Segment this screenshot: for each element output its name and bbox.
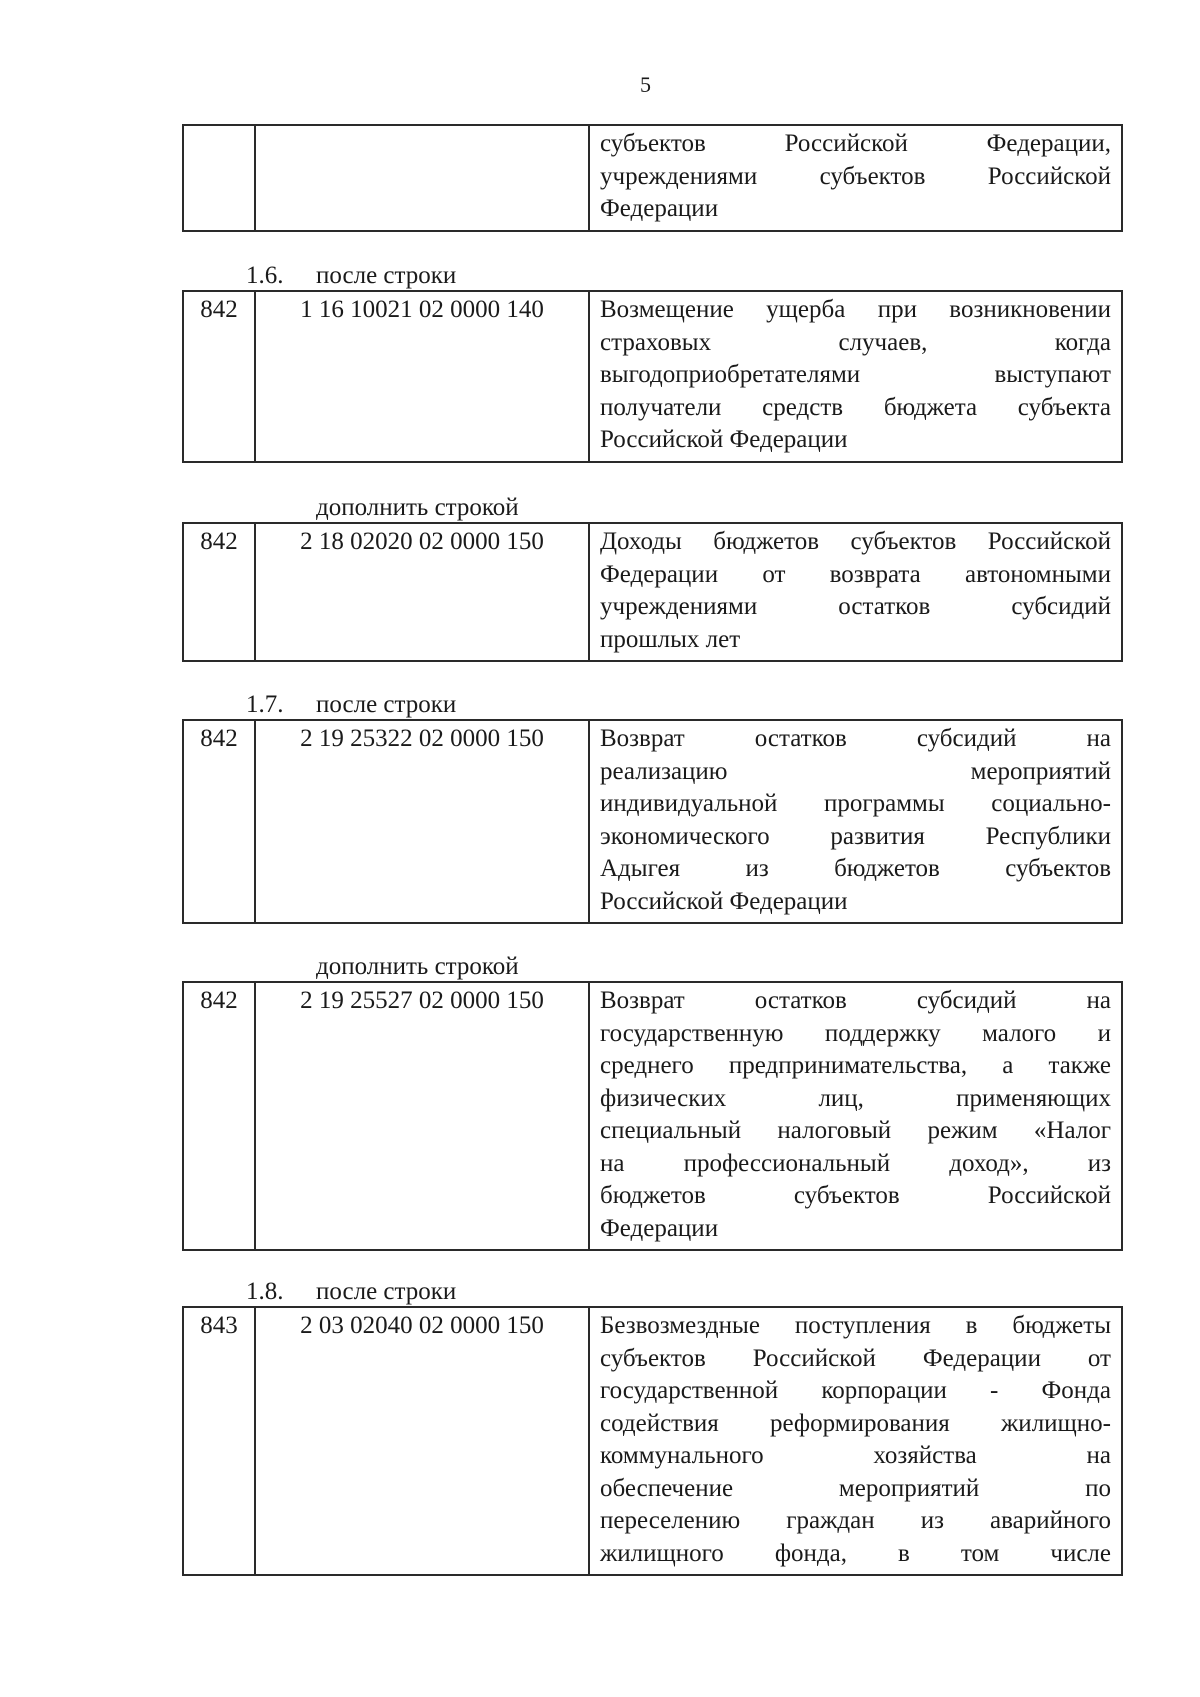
code-cell: 843 xyxy=(183,1307,255,1575)
description-line: обеспечение мероприятий по xyxy=(600,1474,1111,1502)
code-cell: 842 xyxy=(183,720,255,923)
description-line: содействия реформирования жилищно- xyxy=(600,1409,1111,1437)
description-cell xyxy=(589,720,1122,923)
description-line: получатели средств бюджета субъекта xyxy=(600,393,1111,421)
table-row xyxy=(183,523,1122,661)
section-number: 1.8. xyxy=(246,1278,284,1305)
description-line: индивидуальной программы социально- xyxy=(600,790,1111,817)
code-cell: 842 xyxy=(183,523,255,661)
description-line: Возврат остатков субсидий на xyxy=(600,987,1111,1014)
description-line: Возврат остатков субсидий на xyxy=(600,725,1111,752)
kbk-cell: 1 16 10021 02 0000 140 xyxy=(255,291,589,462)
continuation-table xyxy=(182,124,1123,232)
table-row xyxy=(183,982,1122,1250)
section-label xyxy=(316,953,519,981)
description-line: Российской Федерации xyxy=(600,426,848,453)
description-line: среднего предпринимательства, а также xyxy=(600,1052,1111,1079)
description-line: бюджетов субъектов Российской xyxy=(600,1182,1111,1209)
kbk-cell: 2 18 02020 02 0000 150 xyxy=(255,523,589,661)
description-line: на профессиональный доход», из xyxy=(600,1149,1111,1177)
entry-table xyxy=(182,1306,1123,1576)
table-row xyxy=(183,720,1122,923)
table-row xyxy=(183,125,1122,231)
page-number: 5 xyxy=(640,72,651,97)
entry-table xyxy=(182,290,1123,463)
section-number: 1.6. xyxy=(246,262,284,289)
section-label xyxy=(246,262,456,290)
section-instruction: дополнить строкой xyxy=(316,494,519,521)
description-line: физических лиц, применяющих xyxy=(600,1084,1111,1112)
description-line: переселению граждан из аварийного xyxy=(600,1507,1111,1534)
description-line: специальный налоговый режим «Налог xyxy=(600,1117,1111,1144)
table-row xyxy=(183,1307,1122,1575)
description-line: Возмещение ущерба при возникновении xyxy=(600,296,1111,323)
description-line: жилищного фонда, в том числе xyxy=(600,1539,1111,1567)
description-cell xyxy=(589,1307,1122,1575)
section-instruction: дополнить строкой xyxy=(316,953,519,980)
entry-table xyxy=(182,522,1123,662)
section-label xyxy=(246,691,456,719)
code-cell: 842 xyxy=(183,291,255,462)
description-line: учреждениями субъектов Российской xyxy=(600,162,1111,190)
code-cell: 842 xyxy=(183,982,255,1250)
kbk-cell: 2 19 25527 02 0000 150 xyxy=(255,982,589,1250)
description-line: реализацию мероприятий xyxy=(600,757,1111,785)
description-cell xyxy=(589,523,1122,661)
description-line: Адыгея из бюджетов субъектов xyxy=(600,855,1111,882)
kbk-cell: 2 19 25322 02 0000 150 xyxy=(255,720,589,923)
description-line: субъектов Российской Федерации от xyxy=(600,1344,1111,1372)
section-instruction: после строки xyxy=(316,1278,457,1305)
description-line: Безвозмездные поступления в бюджеты xyxy=(600,1312,1111,1339)
section-instruction: после строки xyxy=(316,691,457,718)
section-instruction: после строки xyxy=(316,262,457,289)
description-line: страховых случаев, когда xyxy=(600,328,1111,356)
description-line: государственную поддержку малого и xyxy=(600,1019,1111,1047)
description-line: прошлых лет xyxy=(600,625,741,653)
description-line: Федерации от возврата автономными xyxy=(600,560,1111,588)
kbk-cell: 2 03 02040 02 0000 150 xyxy=(255,1307,589,1575)
description-line: коммунального хозяйства на xyxy=(600,1442,1111,1469)
description-cell xyxy=(589,291,1122,462)
description-line: Федерации xyxy=(600,195,719,222)
description-line: государственной корпорации - Фонда xyxy=(600,1377,1111,1404)
entry-table xyxy=(182,981,1123,1251)
entry-table xyxy=(182,719,1123,924)
section-label xyxy=(316,494,519,522)
description-line: выгодоприобретателями выступают xyxy=(600,361,1111,388)
description-line: учреждениями остатков субсидий xyxy=(600,593,1111,620)
section-label xyxy=(246,1278,456,1306)
description-line: субъектов Российской Федерации, xyxy=(600,130,1111,157)
table-row xyxy=(183,291,1122,462)
description-line: Федерации xyxy=(600,1214,719,1242)
description-line: экономического развития Республики xyxy=(600,822,1111,850)
kbk-cell xyxy=(255,125,589,231)
description-line: Доходы бюджетов субъектов Российской xyxy=(600,528,1111,555)
description-line: Российской Федерации xyxy=(600,887,848,915)
description-cell xyxy=(589,125,1122,231)
code-cell xyxy=(183,125,255,231)
section-number: 1.7. xyxy=(246,691,284,718)
description-cell xyxy=(589,982,1122,1250)
